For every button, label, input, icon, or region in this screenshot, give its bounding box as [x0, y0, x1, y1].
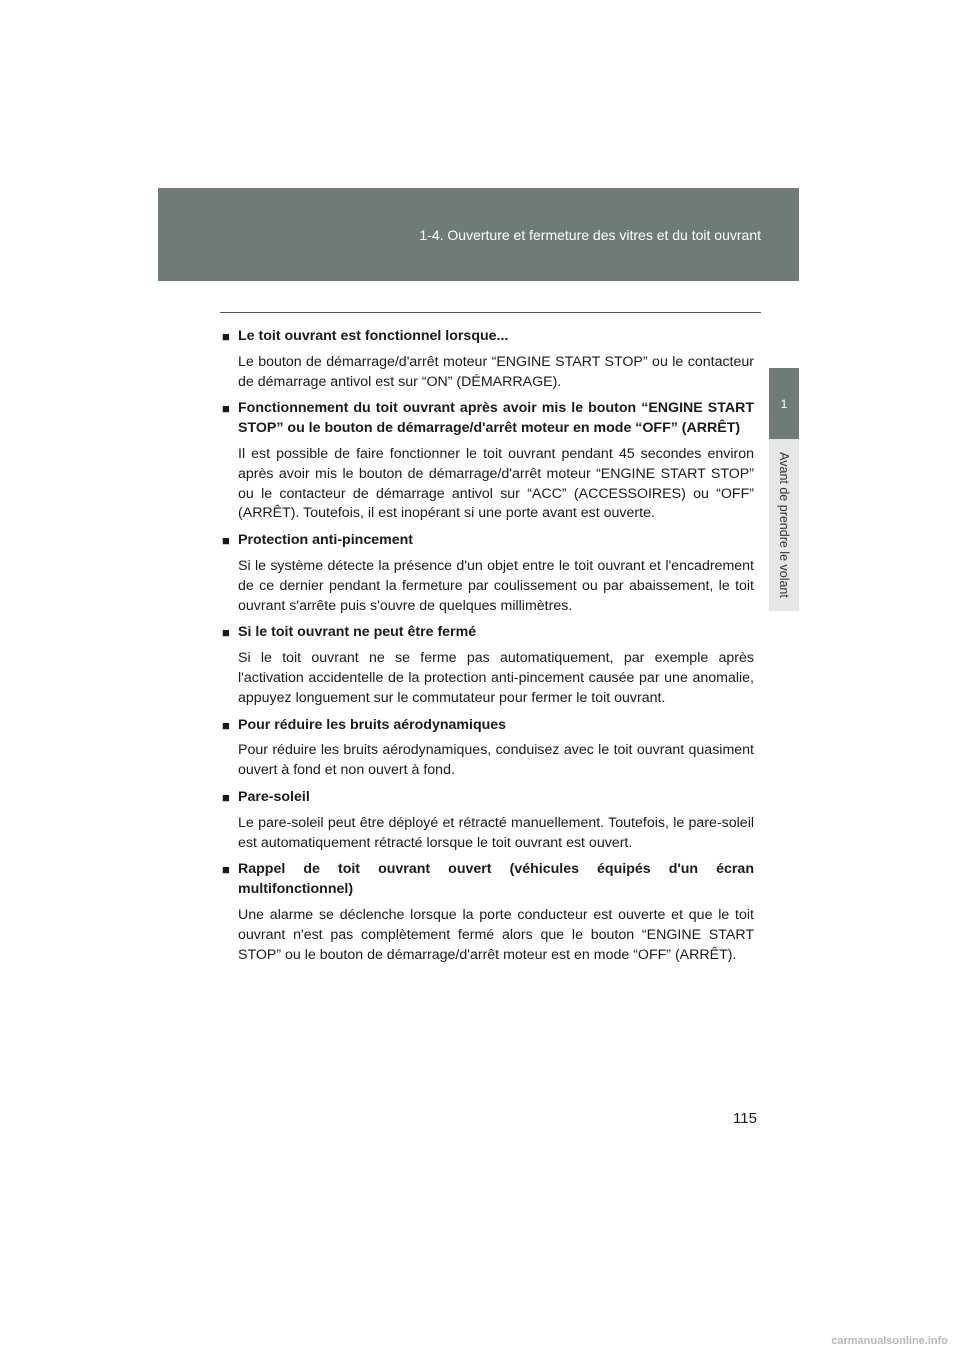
section-cannot-close: [222, 623, 754, 708]
section-wind-noise: [222, 716, 754, 781]
section-open-reminder: [222, 860, 754, 965]
page-number: 115: [733, 1110, 757, 1127]
section-title-text: Pour réduire les bruits aérodynamiques: [238, 716, 507, 733]
square-bullet-icon: ■: [222, 625, 230, 641]
section-title-text: Si le toit ouvrant ne peut être fermé: [238, 624, 477, 641]
chapter-title: 1-4. Ouverture et fermeture des vitres et du toit ouvrant: [419, 227, 761, 243]
section-title-text: Fonctionnement du toit ouvrant après avoir mis le bouton “ENGINE START STOP” ou le bouton de démarrage/d'arrêt moteur en mode “OFF” (ARRÊT): [238, 400, 754, 437]
section-body: Si le système détecte la présence d'un objet entre le toit ouvrant et l'encadrement de ce dernier pendant la fermeture par coulissement ou par abaissement, le toit ouvrant s'arrête puis s'ouvre de quelques millimètres.: [238, 557, 754, 614]
section-jam-protection: [222, 531, 754, 616]
square-bullet-icon: ■: [222, 789, 230, 805]
section-body: Une alarme se déclenche lorsque la porte conducteur est ouverte et que le toit ouvrant n'est pas complètement fermé alors que le bouton “ENGINE START STOP” ou le bouton de démarrage/d'arrêt moteur est en mode “OFF” (ARRÊT).: [238, 906, 754, 963]
section-title: [222, 327, 754, 347]
side-tab-chapter-number: 1: [769, 368, 799, 439]
section-title-text: Protection anti-pincement: [238, 532, 413, 549]
section-body: Le bouton de démarrage/d'arrêt moteur “ENGINE START STOP” ou le contacteur de démarrage antivol est sur “ON” (DÉMARRAGE).: [238, 353, 754, 390]
square-bullet-icon: ■: [222, 401, 230, 417]
section-title: [222, 860, 754, 900]
square-bullet-icon: ■: [222, 717, 230, 733]
section-title-text: Pare-soleil: [238, 788, 310, 805]
square-bullet-icon: ■: [222, 329, 230, 344]
section-body: Si le toit ouvrant ne se ferme pas automatiquement, par exemple après l'activation accidentelle de la protection anti-pincement causée par une anomalie, appuyez longuement sur le commutateur pour fermer le toit ouvrant.: [238, 650, 754, 706]
side-tab-label: [769, 439, 799, 611]
section-title: [222, 788, 754, 808]
section-body: Pour réduire les bruits aérodynamiques, conduisez avec le toit ouvrant quasiment ouvert à fond et non ouvert à fond.: [238, 742, 754, 779]
section-title-text: Rappel de toit ouvrant ouvert (véhicules équipés d'un écran multifonctionnel): [238, 861, 754, 898]
section-title: [222, 531, 754, 551]
header-divider: [220, 312, 761, 313]
section-after-off: [222, 399, 754, 524]
section-operable: [222, 327, 754, 392]
page-content: [222, 327, 754, 972]
section-body: Le pare-soleil peut être déployé et rétracté manuellement. Toutefois, le pare-soleil est automatiquement rétracté lorsque le toit ouvrant est ouvert.: [238, 814, 754, 851]
chapter-header: [158, 188, 799, 281]
side-tab-label-text: Avant de prendre le volant: [777, 452, 791, 598]
section-sunshade: [222, 788, 754, 853]
section-title: [222, 716, 754, 736]
section-title-text: Le toit ouvrant est fonctionnel lorsque...: [238, 328, 509, 344]
watermark: carmanualsonline.info: [831, 1335, 948, 1347]
section-body: Il est possible de faire fonctionner le toit ouvrant pendant 45 secondes environ après avoir mis le bouton de démarrage/d'arrêt moteur “ENGINE START STOP” ou le contacteur de démarrage antivol sur “ACC” (ACCESSOIRES) ou “OFF” (ARRÊT). Toutefois, il est inopérant si une porte avant est ouverte.: [238, 445, 754, 522]
square-bullet-icon: ■: [222, 533, 230, 549]
section-title: [222, 623, 754, 643]
square-bullet-icon: ■: [222, 862, 230, 878]
section-title: [222, 399, 754, 439]
